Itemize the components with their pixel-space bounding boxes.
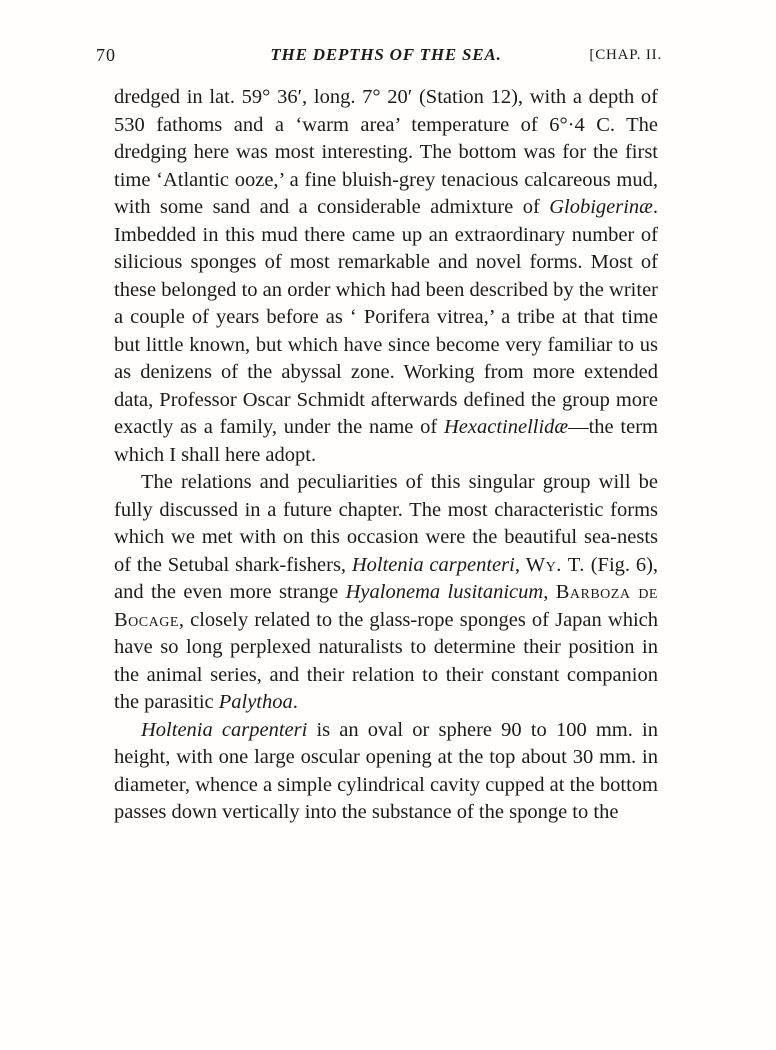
text-segment: Wy. T. bbox=[525, 553, 585, 576]
text-segment: , bbox=[514, 553, 526, 576]
text-segment: . Imbedded in this mud there came up an extraordinary number of silicious sponges of most remarkable and novel forms. Most of these belonged to an order which had been described by the writer a couple of years before as ‘ Porifera vitrea,’ a tribe at that time but little known, but which have since become very familiar to us as denizens of the abyssal zone. Working from more extended data, Professor Oscar Schmidt afterwards defined the group more exactly as a family, under the name of bbox=[114, 196, 658, 438]
text-segment: . bbox=[292, 691, 298, 713]
chapter-header: [CHAP. II. bbox=[589, 47, 662, 63]
text-segment: , closely related to the glass-rope sponges of Japan which have so long perplexed naturalists to determine their position in the animal series, and their relation to their constant companion the parasitic bbox=[114, 608, 658, 713]
paragraph bbox=[114, 84, 658, 469]
running-title: THE DEPTHS OF THE SEA. bbox=[270, 45, 502, 64]
text-segment: (Fig. 6), and the even more strange bbox=[114, 553, 659, 603]
paragraph bbox=[114, 469, 658, 717]
text-segment: Holtenia carpenteri bbox=[141, 718, 308, 741]
text-segment: Hexactinellidæ bbox=[444, 416, 569, 438]
text-segment: Globigerinæ bbox=[549, 196, 653, 218]
text-segment: —the term which I shall here adopt. bbox=[114, 416, 658, 466]
text-segment: , bbox=[543, 581, 556, 603]
text-segment: is an oval or sphere 90 to 100 mm. in height, with one large oscular opening at the top about 30 mm. in diameter, whence a simple cylindrical cavity cupped at the bottom passes down vertically into the substance of the sponge to the bbox=[114, 718, 658, 823]
text-segment: The relations and peculiarities of this singular group will be fully discussed in a future chapter. The most characteristic forms which we met with on this occasion were the beautiful sea-nests of the Setubal shark-fishers, bbox=[114, 471, 658, 576]
page-body bbox=[114, 84, 658, 827]
text-segment: Barboza de Bocage bbox=[114, 581, 658, 631]
page-number: 70 bbox=[96, 45, 116, 65]
text-segment: dredged in lat. 59° 36′, long. 7° 20′ (Station 12), with a depth of 530 fathoms and a ‘warm area’ temperature of 6°·4 C. The dredging here was most interesting. The bottom was for the first time ‘Atlantic ooze,’ a fine bluish-grey tenacious calcareous mud, with some sand and a considerable admixture of bbox=[114, 86, 658, 218]
text-segment: Holtenia carpenteri bbox=[351, 553, 515, 576]
text-segment: Hyalonema lusitanicum bbox=[345, 581, 544, 603]
paragraph bbox=[114, 717, 658, 827]
text-segment: Palythoa bbox=[218, 691, 293, 713]
